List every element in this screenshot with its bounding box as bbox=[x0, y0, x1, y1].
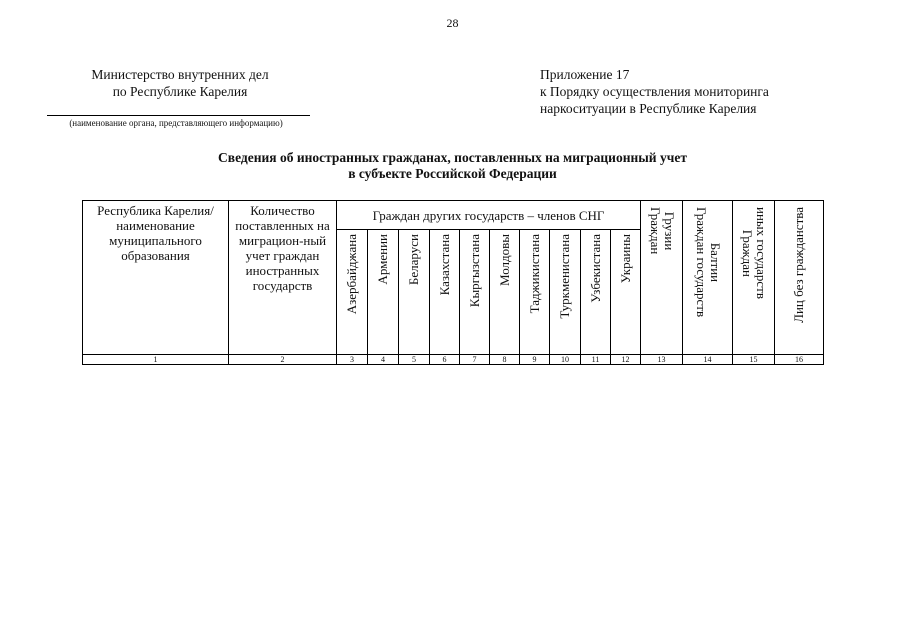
col-header-country-text: Украины bbox=[617, 234, 633, 284]
col-header-country-text: Казахстана bbox=[436, 234, 452, 296]
col-header-country-text: Узбекистана bbox=[587, 234, 603, 303]
appendix-note bbox=[540, 66, 769, 117]
col-header-country-text: Кыргызстана bbox=[466, 234, 482, 308]
col-header-georgia-line-2: Грузии bbox=[661, 211, 677, 250]
appendix-line-1: Приложение 17 bbox=[540, 67, 630, 82]
column-number: 2 bbox=[229, 355, 337, 365]
col-header-baltic-line-2: Балтии bbox=[707, 242, 723, 282]
col-header-country bbox=[581, 230, 611, 355]
column-number: 11 bbox=[581, 355, 611, 365]
col-header-cis bbox=[337, 201, 641, 230]
column-number: 8 bbox=[490, 355, 520, 365]
col-header-other-line-1: Граждан bbox=[739, 229, 755, 277]
col-header-country-text: Таджикистана bbox=[526, 234, 542, 314]
col-header-stateless bbox=[775, 201, 824, 355]
col-header-country bbox=[550, 230, 581, 355]
organization-line-2: по Республике Карелия bbox=[112, 84, 248, 99]
column-number: 10 bbox=[550, 355, 581, 365]
col-header-region-text: Республика Карелия/ наименование муниципального образования bbox=[97, 203, 214, 263]
column-number: 9 bbox=[520, 355, 550, 365]
column-number: 15 bbox=[733, 355, 775, 365]
col-header-country bbox=[368, 230, 399, 355]
page-number: 28 bbox=[446, 16, 459, 30]
document-title bbox=[0, 150, 905, 182]
col-header-cis-text: Граждан других государств – членов СНГ bbox=[372, 207, 605, 223]
appendix-line-3: наркоситуации в Республике Карелия bbox=[540, 101, 757, 116]
col-header-country-text: Азербайджана bbox=[344, 234, 359, 315]
col-header-baltic-line-1: Граждан государств bbox=[693, 207, 709, 318]
col-header-georgia-line-1: Граждан bbox=[647, 207, 663, 255]
column-number: 13 bbox=[641, 355, 683, 365]
col-header-country bbox=[490, 230, 520, 355]
column-number: 16 bbox=[775, 355, 824, 365]
col-header-country-text: Армении bbox=[375, 234, 390, 285]
column-number: 7 bbox=[460, 355, 490, 365]
column-number: 14 bbox=[683, 355, 733, 365]
col-header-country bbox=[430, 230, 460, 355]
col-header-country-text: Туркменистана bbox=[557, 234, 572, 319]
organization-name bbox=[55, 66, 305, 100]
col-header-country-text: Молдовы bbox=[496, 234, 512, 287]
statistics-table bbox=[82, 200, 824, 365]
col-header-country bbox=[611, 230, 641, 355]
col-header-stateless-text: Лиц без гражданства bbox=[791, 207, 807, 323]
col-header-country bbox=[337, 230, 368, 355]
col-header-country bbox=[460, 230, 490, 355]
column-number: 3 bbox=[337, 355, 368, 365]
column-number: 12 bbox=[611, 355, 641, 365]
header-row-1 bbox=[83, 201, 824, 230]
col-header-georgia bbox=[641, 201, 683, 355]
col-header-region bbox=[83, 201, 229, 355]
col-header-total bbox=[229, 201, 337, 355]
column-number: 6 bbox=[430, 355, 460, 365]
col-header-country bbox=[520, 230, 550, 355]
col-header-other bbox=[733, 201, 775, 355]
column-number: 5 bbox=[399, 355, 430, 365]
col-header-other-line-2: иных государств bbox=[753, 207, 769, 299]
organization-line-1: Министерство внутренних дел bbox=[91, 67, 269, 82]
column-number: 4 bbox=[368, 355, 399, 365]
appendix-line-2: к Порядку осуществления мониторинга bbox=[540, 84, 769, 99]
col-header-total-text: Количество поставленных на миграцион-ный учет граждан иностранных государств bbox=[235, 203, 330, 293]
document-title-line-1: Сведения об иностранных гражданах, поставленных на миграционный учет bbox=[218, 150, 687, 165]
document-title-line-2: в субъекте Российской Федерации bbox=[348, 166, 557, 181]
column-number: 1 bbox=[83, 355, 229, 365]
column-numbers-row bbox=[83, 355, 824, 365]
organization-caption: (наименование органа, представляющего информацию) bbox=[69, 118, 283, 128]
col-header-baltic bbox=[683, 201, 733, 355]
signature-line bbox=[47, 115, 310, 116]
col-header-country bbox=[399, 230, 430, 355]
col-header-country-text: Беларуси bbox=[406, 234, 421, 286]
